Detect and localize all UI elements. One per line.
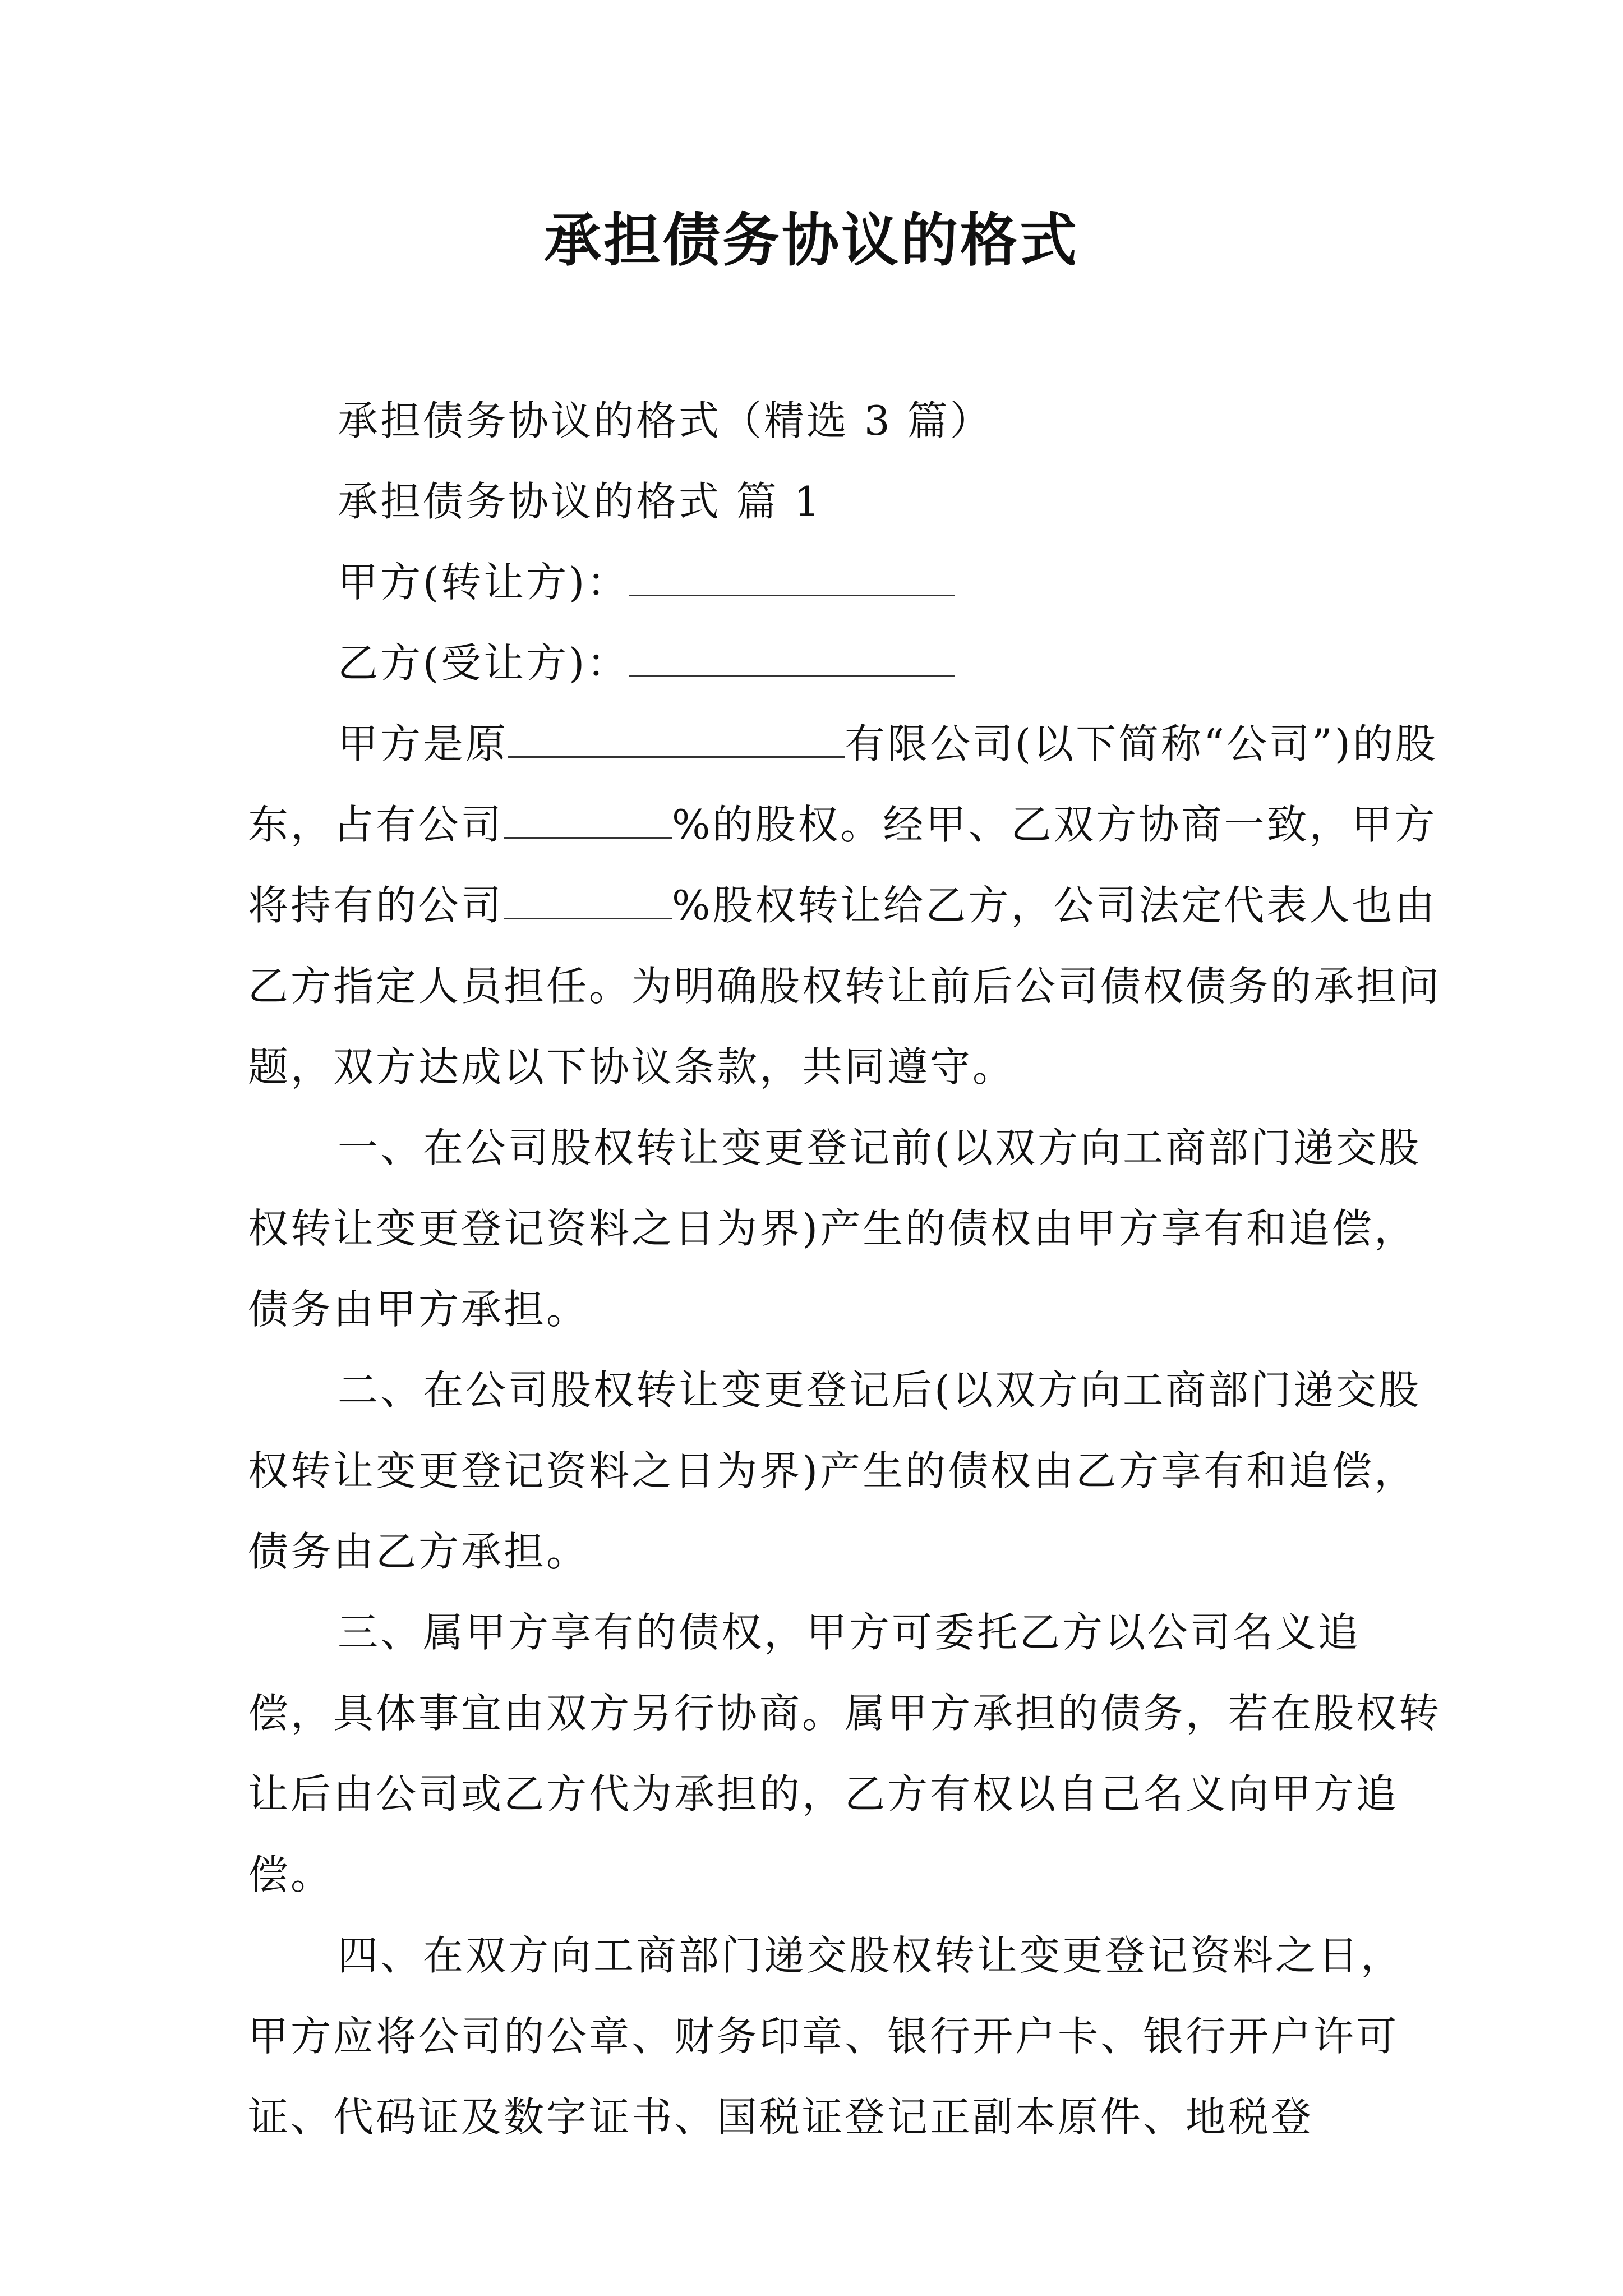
transfer-percent-blank (504, 873, 672, 919)
party-b-label: 乙方(受让方)： (338, 639, 630, 687)
intro-paragraph (248, 703, 1442, 1107)
clause-4: 四、在双方向工商部门递交股权转让变更登记资料之日，甲方应将公司的公章、财务印章、银行开户卡、银行开户许可证、代码证及数字证书、国税证登记正副本原件、地税登 (248, 1932, 1404, 2141)
party-b-blank (629, 631, 955, 677)
intro-text-3: %的股权。经甲、乙双方协商一致，甲方将持有的公司 (248, 801, 1437, 929)
section-heading: 承担债务协议的格式 篇 1 (338, 478, 822, 525)
document-title: 承担债务协议的格式 (544, 208, 1079, 274)
clause-1: 一、在公司股权转让变更登记前(以双方向工商部门递交股权转让变更登记资料之日为界)产生的债权由甲方享有和追偿，债务由甲方承担。 (248, 1124, 1422, 1333)
document-body (248, 380, 1442, 2157)
company-name-blank (508, 711, 845, 758)
subtitle-line: 承担债务协议的格式（精选 3 篇） (338, 397, 993, 444)
party-b-line (248, 623, 1442, 703)
intro-text-1: 甲方是原 (338, 720, 509, 767)
share-percent-blank (504, 792, 672, 839)
party-a-blank (629, 550, 955, 596)
clause-3: 三、属甲方享有的债权，甲方可委托乙方以公司名义追偿，具体事宜由双方另行协商。属甲方承担的债务，若在股权转让后由公司或乙方代为承担的，乙方有权以自己名义向甲方追偿。 (248, 1609, 1442, 1898)
intro-text-2: 有限公司(以下简称“公司”)的股东，占有公司 (248, 720, 1438, 848)
clause-2: 二、在公司股权转让变更登记后(以双方向工商部门递交股权转让变更登记资料之日为界)产生的债权由乙方享有和追偿，债务由乙方承担。 (248, 1366, 1422, 1575)
party-a-label: 甲方(转让方)： (338, 559, 630, 606)
intro-text-4: %股权转让给乙方，公司法定代表人也由乙方指定人员担任。为明确股权转让前后公司债权债务的承担问题，双方达成以下协议条款，共同遵守。 (248, 882, 1442, 1091)
party-a-line (248, 542, 1442, 623)
